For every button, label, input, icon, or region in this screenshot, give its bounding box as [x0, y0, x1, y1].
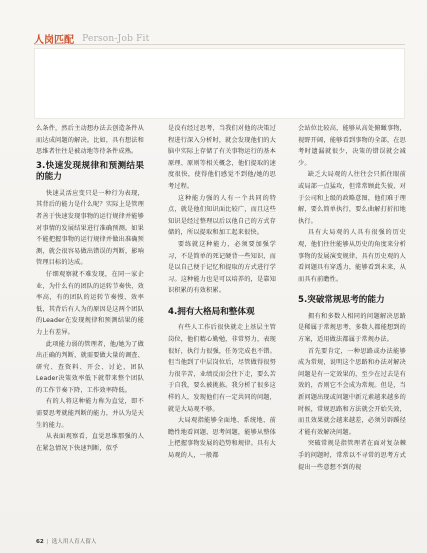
section-subtitle: Person-Job Fit: [82, 33, 150, 44]
header-divider: [34, 44, 405, 45]
article-column-3: [298, 123, 406, 533]
body-paragraph: 有的人将这种能力称为直觉，即不需要思考就能判断的能力，并认为是天生的能力。: [36, 398, 144, 429]
body-paragraph: 缺乏大局观的人往往会只抓住眼前或局部一点猛攻，但常常顾此失彼，对于公司和上级的政略意图，他们难于理解，要么简单执行，要么曲解打折扣地执行。: [298, 171, 406, 225]
article-column-2: [168, 123, 276, 533]
body-paragraph: 么条件，然后主动想办法去创造条件从而达成问题的解决。比如，具有想法和思维者往往是被动地等待条件成熟。: [36, 125, 144, 156]
body-paragraph: 有些人工作后很快就走上基层主管岗位，他们精心勤勉，非常努力，表现很好，执行力很强，任务完成也不错。但当他到了中层岗位后，尽管做得很努力很辛苦，业绩反而会往下走，要么苦于自我，要么被挑拣。我分析了很多这样的人，发现他们有一定共同的问题，就是大局观不够。: [168, 324, 276, 413]
section-heading: 3.快速发现规律和预测结果的能力: [36, 160, 144, 183]
body-paragraph: 拥有和多数人相同的问题解决思路是稀属于常规思考，多数人都能想到的方案，适用做法都属于常规办法。: [298, 312, 406, 343]
magazine-name: 选人用人育人留人: [51, 539, 97, 545]
page-number: 62: [36, 539, 44, 545]
body-paragraph: 会站位比较高，能够从高处俯瞰事物，视野开阔，能够看到事物的全部，在思考时遗漏就很少，决策的错误就会减少。: [298, 125, 406, 167]
footer-separator: |: [46, 539, 49, 545]
section-heading: 5.突破常规思考的能力: [298, 295, 385, 306]
header-image: [34, 48, 405, 119]
body-paragraph: 仔细观察就不难发现，在同一家企业，为什么有的团队的运转节奏快、效率高，有的团队的运转节奏慢、效率低，其背后有人为的原因是这两个团队的Leader在发现规律和预测结果的能力上有差异。: [36, 270, 144, 336]
body-paragraph: 要练就这种能力，必须要加强学习，不是简单的死记硬背一些知识，而是以自己便于记忆和提取的方式进行学习。这种能力也是可以培养的，是靠知识积累的有效积累。: [168, 240, 276, 295]
body-paragraph: 突破常规是指管理者在面对复杂棘手的问题时，常常以不寻常的思考方式提出一些意想不到的视: [298, 440, 406, 471]
body-paragraph: 从表面观察看，直觉思维那强的人在紧急情况下快速判断，似乎: [36, 433, 144, 452]
body-paragraph: 此项能力弱的管理者，他/她为了做出正确的判断，就需要做大量的调查、研究、查资料、开会、讨论，团队Leader决策效率低下就带来整个团队的工作节奏下降，工作效率降低。: [36, 340, 144, 394]
article-column-1: [36, 123, 144, 533]
section-heading: 4.拥有大格局和整体观: [168, 306, 255, 317]
body-paragraph: 这种能力强的人有一个共同的特点，就是他们知识面比较广，而且这些知识是经过整理以后以他自己的方式存储的，所以提取和加工起来很快。: [168, 194, 276, 237]
section-title: 人岗匹配: [34, 35, 74, 46]
body-paragraph: 大局观指能够全面地、系统地、前瞻性地看问题、思考问题，能够从整体上把握事物发展的趋势和规律。具有大局观的人，一般都: [168, 417, 276, 459]
body-paragraph: 快速灵活应变只是一种行为表现，其背后的能力是什么呢？实际上是管理者善于快速发现事物的运行规律并能够对事情的发展结果进行准确预测。如果不能把握事物的运行规律并做出准确预测，就会很容易做出错误的判断，影响管理目标的达成。: [36, 189, 144, 267]
body-paragraph: 首先要肯定，一种思路或办法能够成为常规，说明这个思路和办法对解决问题是有一定效果的，至少在过去是有效的，否则它不会成为常规。但是，当新问题出现或问题中新元素越来越多的时候，常规思路和方法就会开始失效，而且效果就会越来越差，必须另辟蹊径才能有效解决问题。: [298, 347, 406, 436]
body-paragraph: 是没有经过思考，当我们对他的决策过程进行深入分析时，就会发现他们的大脑中实际上存储了有关事物运行的基本原理、原则等相关概念，他们提取的速度很快，使得他们感觉不到他/她的思考过程。: [168, 125, 276, 190]
body-paragraph: 具有大局观的人具有很强的历史观，他们往往能够从历史的角度来分析事物的发展演变规律，具有历史观的人看问题具有穿透力，能够看到未来，从而具有前瞻性。: [298, 229, 406, 283]
page-footer: [36, 537, 96, 547]
section-header: [34, 28, 404, 46]
